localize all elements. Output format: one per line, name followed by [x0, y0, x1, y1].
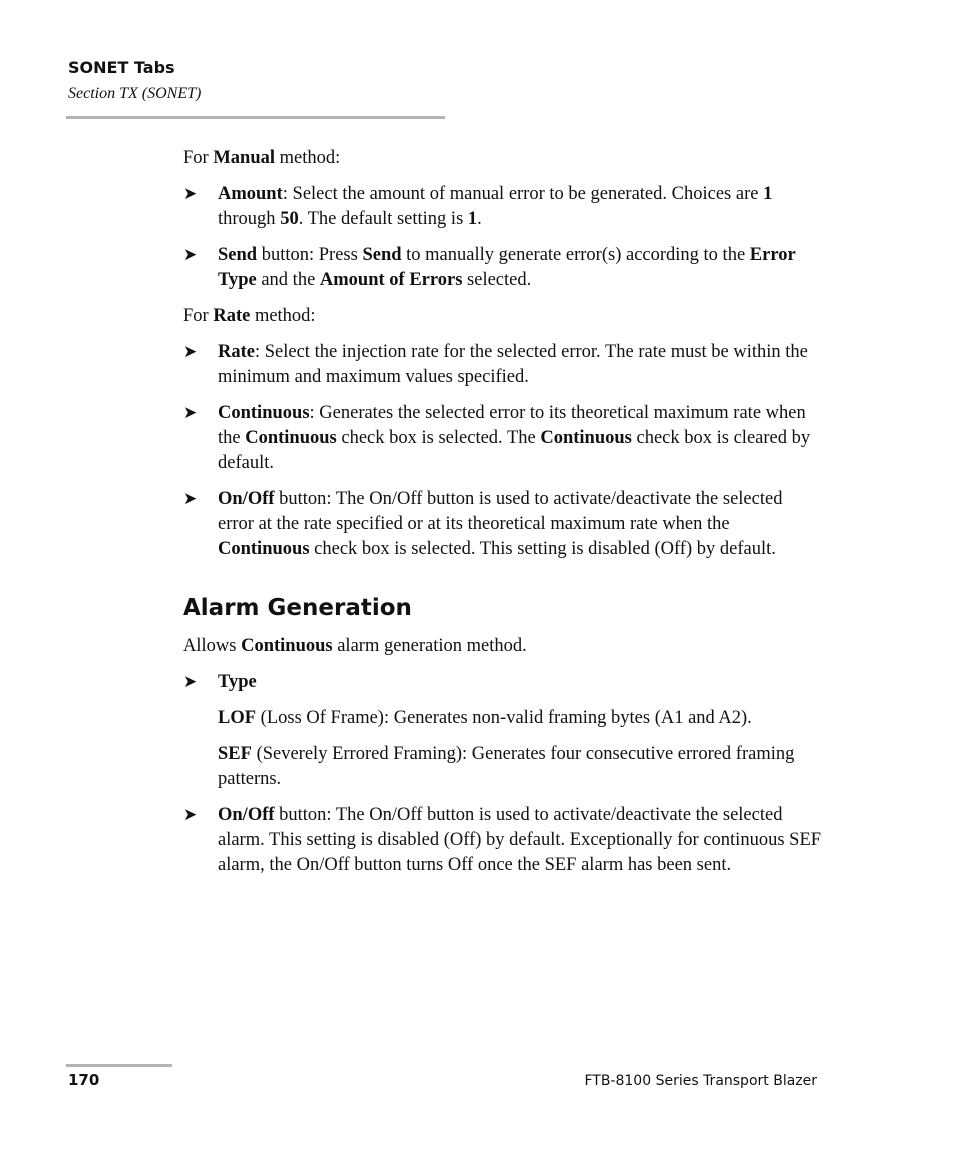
- page-header: [68, 57, 201, 104]
- arrow-icon: ➤: [183, 245, 198, 265]
- bullet-type: ➤ Type: [183, 670, 823, 695]
- bullet-send: ➤ Send button: Press Send to manually generate error(s) according to the Error Type and the Amount of Errors selected.: [183, 245, 796, 290]
- header-divider: [66, 116, 445, 119]
- bullet-amount: ➤ Amount: Select the amount of manual error to be generated. Choices are 1 through 50. The default setting is 1.: [183, 184, 773, 229]
- header-title: SONET Tabs: [68, 58, 175, 77]
- bullet-onoff-alarm: ➤ On/Off button: The On/Off button is used to activate/deactivate the selected alarm. This setting is disabled (Off) by default. Exceptionally for continuous SEF alarm, the On/Off button turns Off once the SEF alarm has been sent.: [183, 805, 822, 875]
- manual-intro: For Manual method:: [183, 148, 341, 168]
- header-subtitle: Section TX (SONET): [68, 85, 202, 102]
- bullet-continuous: ➤ Continuous: Generates the selected error to its theoretical maximum rate when the Continuous check box is selected. The Continuous check box is cleared by default.: [183, 403, 811, 473]
- arrow-icon: ➤: [183, 489, 198, 509]
- arrow-icon: ➤: [183, 672, 198, 692]
- main-content: [183, 146, 823, 889]
- page-number: 170: [68, 1071, 100, 1089]
- arrow-icon: ➤: [183, 342, 198, 362]
- footer-doc-title: FTB-8100 Series Transport Blazer: [584, 1073, 817, 1089]
- footer-divider: [66, 1064, 172, 1067]
- arrow-icon: ➤: [183, 805, 198, 825]
- bullet-onoff-error: ➤ On/Off button: The On/Off button is used to activate/deactivate the selected error at the rate specified or at its theoretical maximum rate when the Continuous check box is selected. This setting is disabled (Off) by default.: [183, 489, 783, 559]
- alarm-intro: Allows Continuous alarm generation method.: [183, 636, 527, 656]
- section-heading: Alarm Generation: [183, 595, 412, 621]
- sef-description: SEF (Severely Errored Framing): Generates four consecutive errored framing patterns.: [218, 744, 795, 789]
- arrow-icon: ➤: [183, 184, 198, 204]
- bullet-rate: ➤ Rate: Select the injection rate for the selected error. The rate must be within the minimum and maximum values specified.: [183, 342, 808, 387]
- arrow-icon: ➤: [183, 403, 198, 423]
- lof-description: LOF (Loss Of Frame): Generates non-valid framing bytes (A1 and A2).: [218, 708, 752, 728]
- rate-intro: For Rate method:: [183, 306, 316, 326]
